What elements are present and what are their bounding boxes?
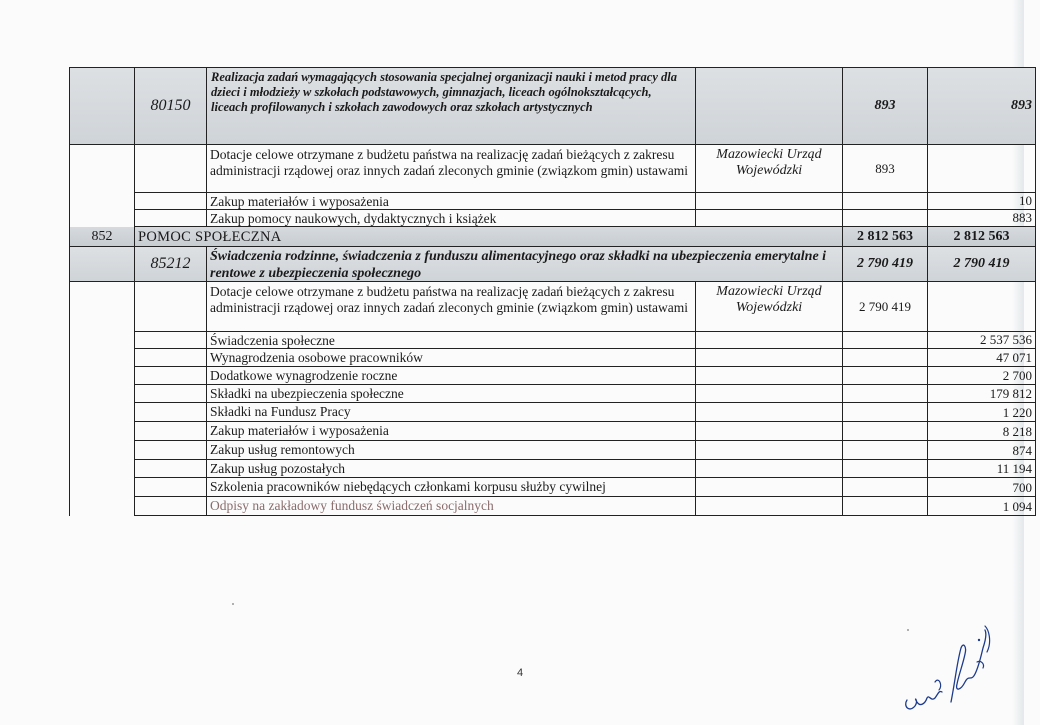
empty-cell [696, 422, 843, 441]
empty-cell [928, 282, 1036, 332]
empty-cell [696, 403, 843, 422]
empty-cell [696, 349, 843, 367]
empty-cell [696, 497, 843, 516]
empty-cell [135, 282, 207, 332]
dzial-title-852: POMOC SPOŁECZNA [135, 227, 843, 247]
empty-cell [135, 385, 207, 403]
empty-cell [135, 210, 207, 227]
expense-label: Zakup usług remontowych [207, 441, 696, 460]
empty-cell [843, 332, 928, 349]
empty-cell [843, 210, 928, 227]
empty-cell [696, 367, 843, 385]
total-amount-80150: 893 [928, 68, 1036, 145]
dzial-code-852: 852 [70, 227, 135, 247]
page-number: 4 [516, 667, 524, 679]
expense-label: Wynagrodzenia osobowe pracowników [207, 349, 696, 367]
income-source-dotacje: Dotacje celowe otrzymane z budżetu państwa na realizację zadań bieżących z zakresu administracji rządowej oraz innych zadań zleconych gminie (związkom gmin) ustawami [207, 145, 696, 193]
income-amount: 2 790 419 [843, 282, 928, 332]
scan-speck [232, 603, 234, 605]
empty-dzial-cell [70, 247, 135, 282]
expense-amount: 700 [928, 478, 1036, 497]
empty-cell [696, 210, 843, 227]
empty-cell [135, 367, 207, 385]
empty-cell [696, 193, 843, 210]
expense-amount: 2 537 536 [928, 332, 1036, 349]
budget-table [69, 67, 1036, 516]
expense-label: Zakup pomocy naukowych, dydaktycznych i książek [207, 210, 696, 227]
income-source-dotacje: Dotacje celowe otrzymane z budżetu państwa na realizację zadań bieżących z zakresu administracji rządowej oraz innych zadań zleconych gminie (związkom gmin) ustawami [207, 282, 696, 332]
plan-amount-80150: 893 [843, 68, 928, 145]
expense-label: Zakup materiałów i wyposażenia [207, 422, 696, 441]
expense-amount: 11 194 [928, 460, 1036, 478]
plan-amount-852: 2 812 563 [843, 227, 928, 247]
empty-cell [135, 193, 207, 210]
empty-cell [843, 460, 928, 478]
expense-label: Szkolenia pracowników niebędących członkami korpusu służby cywilnej [207, 478, 696, 497]
empty-cell [843, 385, 928, 403]
scan-speck [907, 629, 909, 631]
empty-cell [135, 332, 207, 349]
empty-cell [135, 349, 207, 367]
signature-image [895, 612, 1000, 717]
empty-cell [928, 145, 1036, 193]
rozdzial-title-85212: Świadczenia rodzinne, świadczenia z funduszu alimentacyjnego oraz składki na ubezpieczenia emerytalne i rentowe z ubezpieczenia społecznego [207, 247, 843, 282]
empty-cell [843, 193, 928, 210]
expense-label: Zakup usług pozostałych [207, 460, 696, 478]
empty-cell [696, 478, 843, 497]
expense-amount: 883 [928, 210, 1036, 227]
empty-dzial-cell [70, 68, 135, 145]
expense-label: Składki na ubezpieczenia społeczne [207, 385, 696, 403]
rozdzial-code-80150: 80150 [135, 68, 207, 145]
empty-rozdzial-column [70, 145, 135, 227]
total-amount-852: 2 812 563 [928, 227, 1036, 247]
institution-name: Mazowiecki Urząd Wojewódzki [696, 145, 843, 193]
expense-label: Zakup materiałów i wyposażenia [207, 193, 696, 210]
empty-cell [696, 460, 843, 478]
expense-amount: 874 [928, 441, 1036, 460]
empty-cell [843, 349, 928, 367]
empty-cell [135, 403, 207, 422]
expense-amount: 1 220 [928, 403, 1036, 422]
rozdzial-title-80150: Realizacja zadań wymagających stosowania specjalnej organizacji nauki i metod pracy dla dzieci i młodzieży w szkołach podstawowych, gimnazjach, liceach ogólnokształcących, liceach profilowanych i szkołach zawodowych oraz szkołach artystycznych [207, 68, 696, 145]
empty-cell [696, 332, 843, 349]
total-amount-85212: 2 790 419 [928, 247, 1036, 282]
expense-amount: 179 812 [928, 385, 1036, 403]
empty-cell [843, 441, 928, 460]
plan-amount-85212: 2 790 419 [843, 247, 928, 282]
income-amount: 893 [843, 145, 928, 193]
empty-cell [135, 422, 207, 441]
empty-cell [135, 497, 207, 516]
expense-label: Składki na Fundusz Pracy [207, 403, 696, 422]
empty-cell [135, 460, 207, 478]
expense-label: Świadczenia społeczne [207, 332, 696, 349]
empty-cell [843, 478, 928, 497]
empty-cell [696, 441, 843, 460]
empty-cell [843, 367, 928, 385]
expense-amount: 2 700 [928, 367, 1036, 385]
empty-cell [843, 403, 928, 422]
empty-cell [135, 441, 207, 460]
expense-amount: 47 071 [928, 349, 1036, 367]
empty-institution-cell [696, 68, 843, 145]
expense-label: Dodatkowe wynagrodzenie roczne [207, 367, 696, 385]
expense-amount: 8 218 [928, 422, 1036, 441]
empty-cell [135, 145, 207, 193]
expense-label: Odpisy na zakładowy fundusz świadczeń socjalnych [207, 497, 696, 516]
empty-cell [696, 385, 843, 403]
empty-cell [843, 497, 928, 516]
empty-cell [135, 478, 207, 497]
empty-rozdzial-column [70, 282, 135, 516]
institution-name: Mazowiecki Urząd Wojewódzki [696, 282, 843, 332]
expense-amount: 1 094 [928, 497, 1036, 516]
empty-cell [843, 422, 928, 441]
expense-amount: 10 [928, 193, 1036, 210]
rozdzial-code-85212: 85212 [135, 247, 207, 282]
